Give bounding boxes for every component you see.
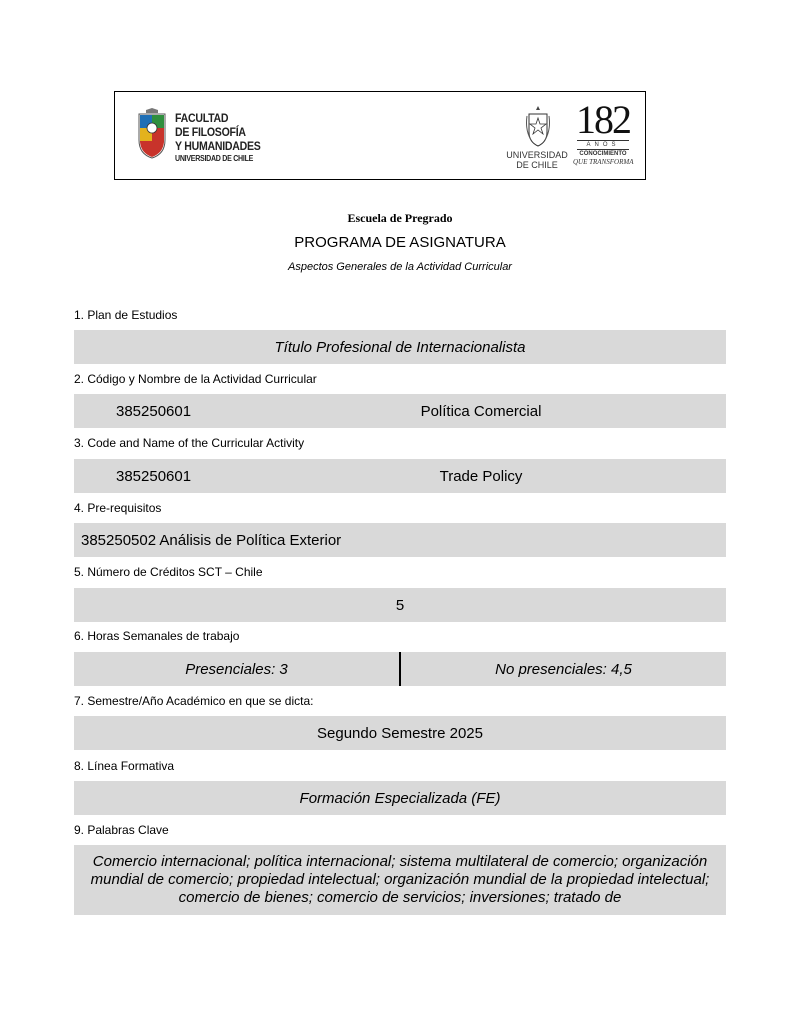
course-code-es: 385250601 <box>116 402 192 420</box>
credits-label: 5. Número de Créditos SCT – Chile <box>74 565 263 579</box>
hours-field <box>74 652 726 686</box>
credits-field: 5 <box>74 588 726 622</box>
anniversary-tag-1: CONOCIMIENTO <box>579 151 627 157</box>
prereq-field: 385250502 Análisis de Política Exterior <box>74 523 726 557</box>
header-logos <box>114 91 646 180</box>
faculty-line-2: DE FILOSOFÍA <box>175 125 246 139</box>
page-title: PROGRAMA DE ASIGNATURA <box>294 234 506 251</box>
hours-label: 6. Horas Semanales de trabajo <box>74 629 240 643</box>
university-name-line-1: UNIVERSIDAD <box>506 150 568 160</box>
page-subtitle: Aspectos Generales de la Actividad Curricular <box>288 261 512 273</box>
faculty-line-3: Y HUMANIDADES <box>175 139 261 153</box>
code-name-en-label: 3. Code and Name of the Curricular Activity <box>74 436 305 450</box>
hours-no-presencial: No presenciales: 4,5 <box>495 660 632 678</box>
line-label: 8. Línea Formativa <box>74 759 175 773</box>
faculty-crest-icon <box>135 108 169 160</box>
line-field: Formación Especializada (FE) <box>74 781 726 815</box>
plan-label: 1. Plan de Estudios <box>74 308 178 322</box>
plan-field: Título Profesional de Internacionalista <box>74 330 726 364</box>
anniversary-number: 182 <box>576 97 630 142</box>
semester-field: Segundo Semestre 2025 <box>74 716 726 750</box>
anniversary-years: AÑOS <box>577 140 629 150</box>
hours-presencial: Presenciales: 3 <box>74 652 401 686</box>
anniversary-logo <box>573 97 634 166</box>
school-name: Escuela de Pregrado <box>347 211 453 225</box>
faculty-name <box>175 111 272 164</box>
faculty-line-1: FACULTAD <box>175 111 229 125</box>
code-name-es-field <box>74 394 726 428</box>
code-name-en-field <box>74 459 726 493</box>
course-name-es: Política Comercial <box>420 402 542 420</box>
prereq-label: 4. Pre-requisitos <box>74 501 162 515</box>
university-name <box>505 150 569 170</box>
semester-label: 7. Semestre/Año Académico en que se dicta: <box>74 694 314 708</box>
university-name-line-2: DE CHILE <box>516 160 558 170</box>
university-crest-icon <box>525 104 551 148</box>
course-name-en: Trade Policy <box>439 467 523 485</box>
anniversary-tag-2: QUE TRANSFORMA <box>573 158 634 166</box>
course-code-en: 385250601 <box>116 467 192 485</box>
keywords-field: Comercio internacional; política internacional; sistema multilateral de comercio; organización mundial de comercio; propiedad intelectual; organización mundial de la propiedad intelectual; comercio de bienes; comercio de servicios; inversiones; tratado de <box>74 845 726 915</box>
keywords-label: 9. Palabras Clave <box>74 823 169 837</box>
faculty-university: UNIVERSIDAD DE CHILE <box>175 154 254 163</box>
code-name-es-label: 2. Código y Nombre de la Actividad Curricular <box>74 372 317 386</box>
